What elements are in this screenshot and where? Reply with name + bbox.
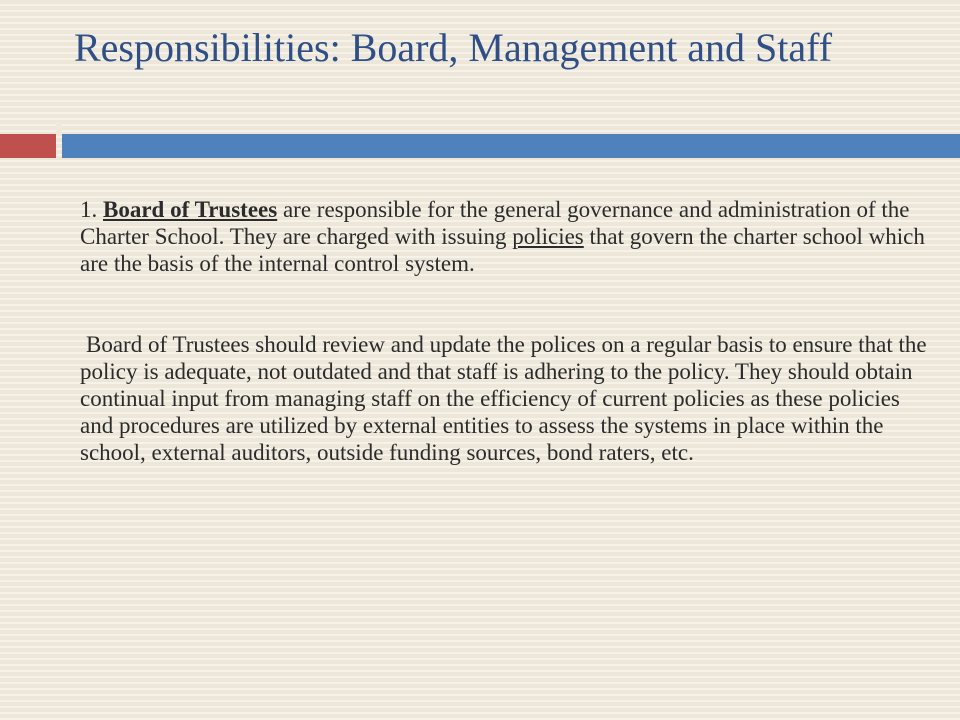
paragraph-policy-review: Board of Trustees should review and update the polices on a regular basis to ensure that the policy is adequate, not outdated and that staff is adhering to the policy. They should obtain continual input from managing staff on the efficiency of current policies as these policies and procedures are utilized by external entities to assess the systems in place within the school, external auditors, outside funding sources, bond raters, etc.: [80, 332, 927, 465]
policies-term: policies: [512, 224, 584, 249]
paragraph1-text-a: are responsible for the general governance and administration of the Charter School. They are charged with issuing: [80, 197, 910, 249]
paragraph1-text-b: that govern the charter school which are the basis of the internal control system.: [80, 224, 925, 276]
paragraph-number: 1.: [80, 197, 98, 222]
accent-bar-blue: [62, 134, 960, 158]
slide-body: [80, 196, 938, 466]
paragraph-spacer: [80, 277, 938, 331]
board-of-trustees-heading: Board of Trustees: [103, 197, 278, 222]
slide-title: Responsibilities: Board, Management and Staff: [74, 25, 833, 70]
accent-bar-red: [0, 134, 56, 158]
paragraph-board-responsibility: [80, 196, 938, 277]
accent-bar-divider: [56, 122, 62, 134]
